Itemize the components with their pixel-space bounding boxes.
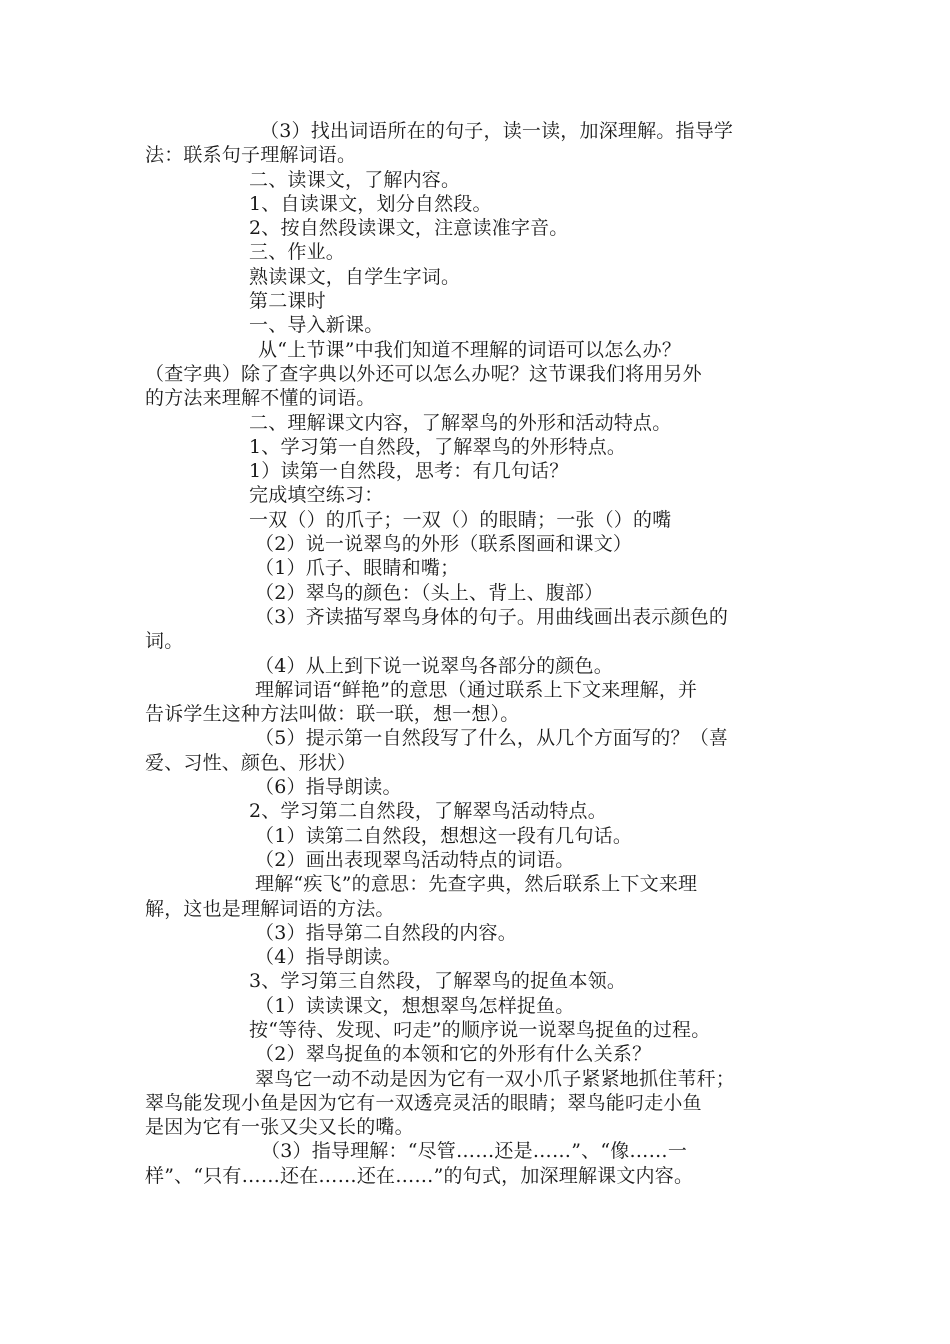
text-line: 1）读第一自然段，思考：有几句话？ <box>249 460 569 483</box>
text-line: （查字典）除了查字典以外还可以怎么办呢？这节课我们将用另外 <box>145 362 702 385</box>
text-line: （6）指导朗读。 <box>255 776 402 799</box>
document-page <box>145 119 810 1188</box>
text-line: 理解“疾飞”的意思：先查字典，然后联系上下文来理 <box>255 873 698 896</box>
text-line: （5）提示第一自然段写了什么，从几个方面写的？（喜 <box>255 727 729 750</box>
text-line: 是因为它有一张又尖又长的嘴。 <box>145 1116 414 1139</box>
text-line: （3）齐读描写翠鸟身体的句子。用曲线画出表示颜色的 <box>255 605 729 628</box>
text-line: 二、读课文，了解内容。 <box>249 168 461 191</box>
text-line: （3）指导第二自然段的内容。 <box>255 921 517 944</box>
text-line: （3）指导理解：“尽管……还是……”、“像……一 <box>261 1140 688 1163</box>
text-line: （2）画出表现翠鸟活动特点的词语。 <box>255 848 575 871</box>
text-line: 词。 <box>145 630 184 653</box>
text-line: 解，这也是理解词语的方法。 <box>145 897 395 920</box>
text-line: 翠鸟它一动不动是因为它有一双小爪子紧紧地抓住苇秆； <box>255 1067 736 1090</box>
text-line: 理解词语“鲜艳”的意思（通过联系上下文来理解，并 <box>255 678 698 701</box>
text-line: 一、导入新课。 <box>249 314 384 337</box>
text-line: 爱、习性、颜色、形状） <box>145 751 357 774</box>
text-line: （4）指导朗读。 <box>255 946 402 969</box>
text-line: 二、理解课文内容，了解翠鸟的外形和活动特点。 <box>249 411 672 434</box>
text-line: （2）说一说翠鸟的外形（联系图画和课文） <box>255 533 633 556</box>
text-line: 法：联系句子理解词语。 <box>145 144 357 167</box>
text-line: （4）从上到下说一说翠鸟各部分的颜色。 <box>255 654 613 677</box>
text-line: 的方法来理解不懂的词语。 <box>145 387 376 410</box>
text-line: （1）读第二自然段，想想这一段有几句话。 <box>255 824 633 847</box>
text-line: 告诉学生这种方法叫做：联一联，想一想）。 <box>145 703 520 726</box>
text-line: 熟读课文，自学生字词。 <box>249 265 461 288</box>
text-line: （2）翠鸟捉鱼的本领和它的外形有什么关系？ <box>255 1043 652 1066</box>
text-line: 2、学习第二自然段，了解翠鸟活动特点。 <box>249 800 607 823</box>
text-line: （1）爪子、眼睛和嘴； <box>255 557 460 580</box>
text-line: 1、自读课文，划分自然段。 <box>249 192 492 215</box>
text-line: 三、作业。 <box>249 241 346 264</box>
text-line: 按“等待、发现、叼走”的顺序说一说翠鸟捉鱼的过程。 <box>249 1018 711 1041</box>
text-line: 完成填空练习： <box>249 484 384 507</box>
text-line: 从“上节课”中我们知道不理解的词语可以怎么办？ <box>258 338 682 361</box>
text-line: （2）翠鸟的颜色：（头上、背上、腹部） <box>255 581 604 604</box>
text-line: （3）找出词语所在的句子，读一读，加深理解。指导学 <box>260 120 734 142</box>
text-line: 第二课时 <box>249 290 326 313</box>
text-line: 3、学习第三自然段，了解翠鸟的捉鱼本领。 <box>249 970 627 993</box>
text-line: （1）读读课文，想想翠鸟怎样捉鱼。 <box>255 994 575 1017</box>
text-line: 一双（）的爪子；一双（）的眼睛；一张（）的嘴 <box>249 508 672 531</box>
text-line: 样”、“只有……还在……还在……”的句式，加深理解课文内容。 <box>145 1164 694 1187</box>
text-line: 翠鸟能发现小鱼是因为它有一双透亮灵活的眼睛；翠鸟能叼走小鱼 <box>145 1091 702 1114</box>
text-line: 2、按自然段读课文，注意读准字音。 <box>249 217 569 240</box>
text-line: 1、学习第一自然段，了解翠鸟的外形特点。 <box>249 435 627 458</box>
